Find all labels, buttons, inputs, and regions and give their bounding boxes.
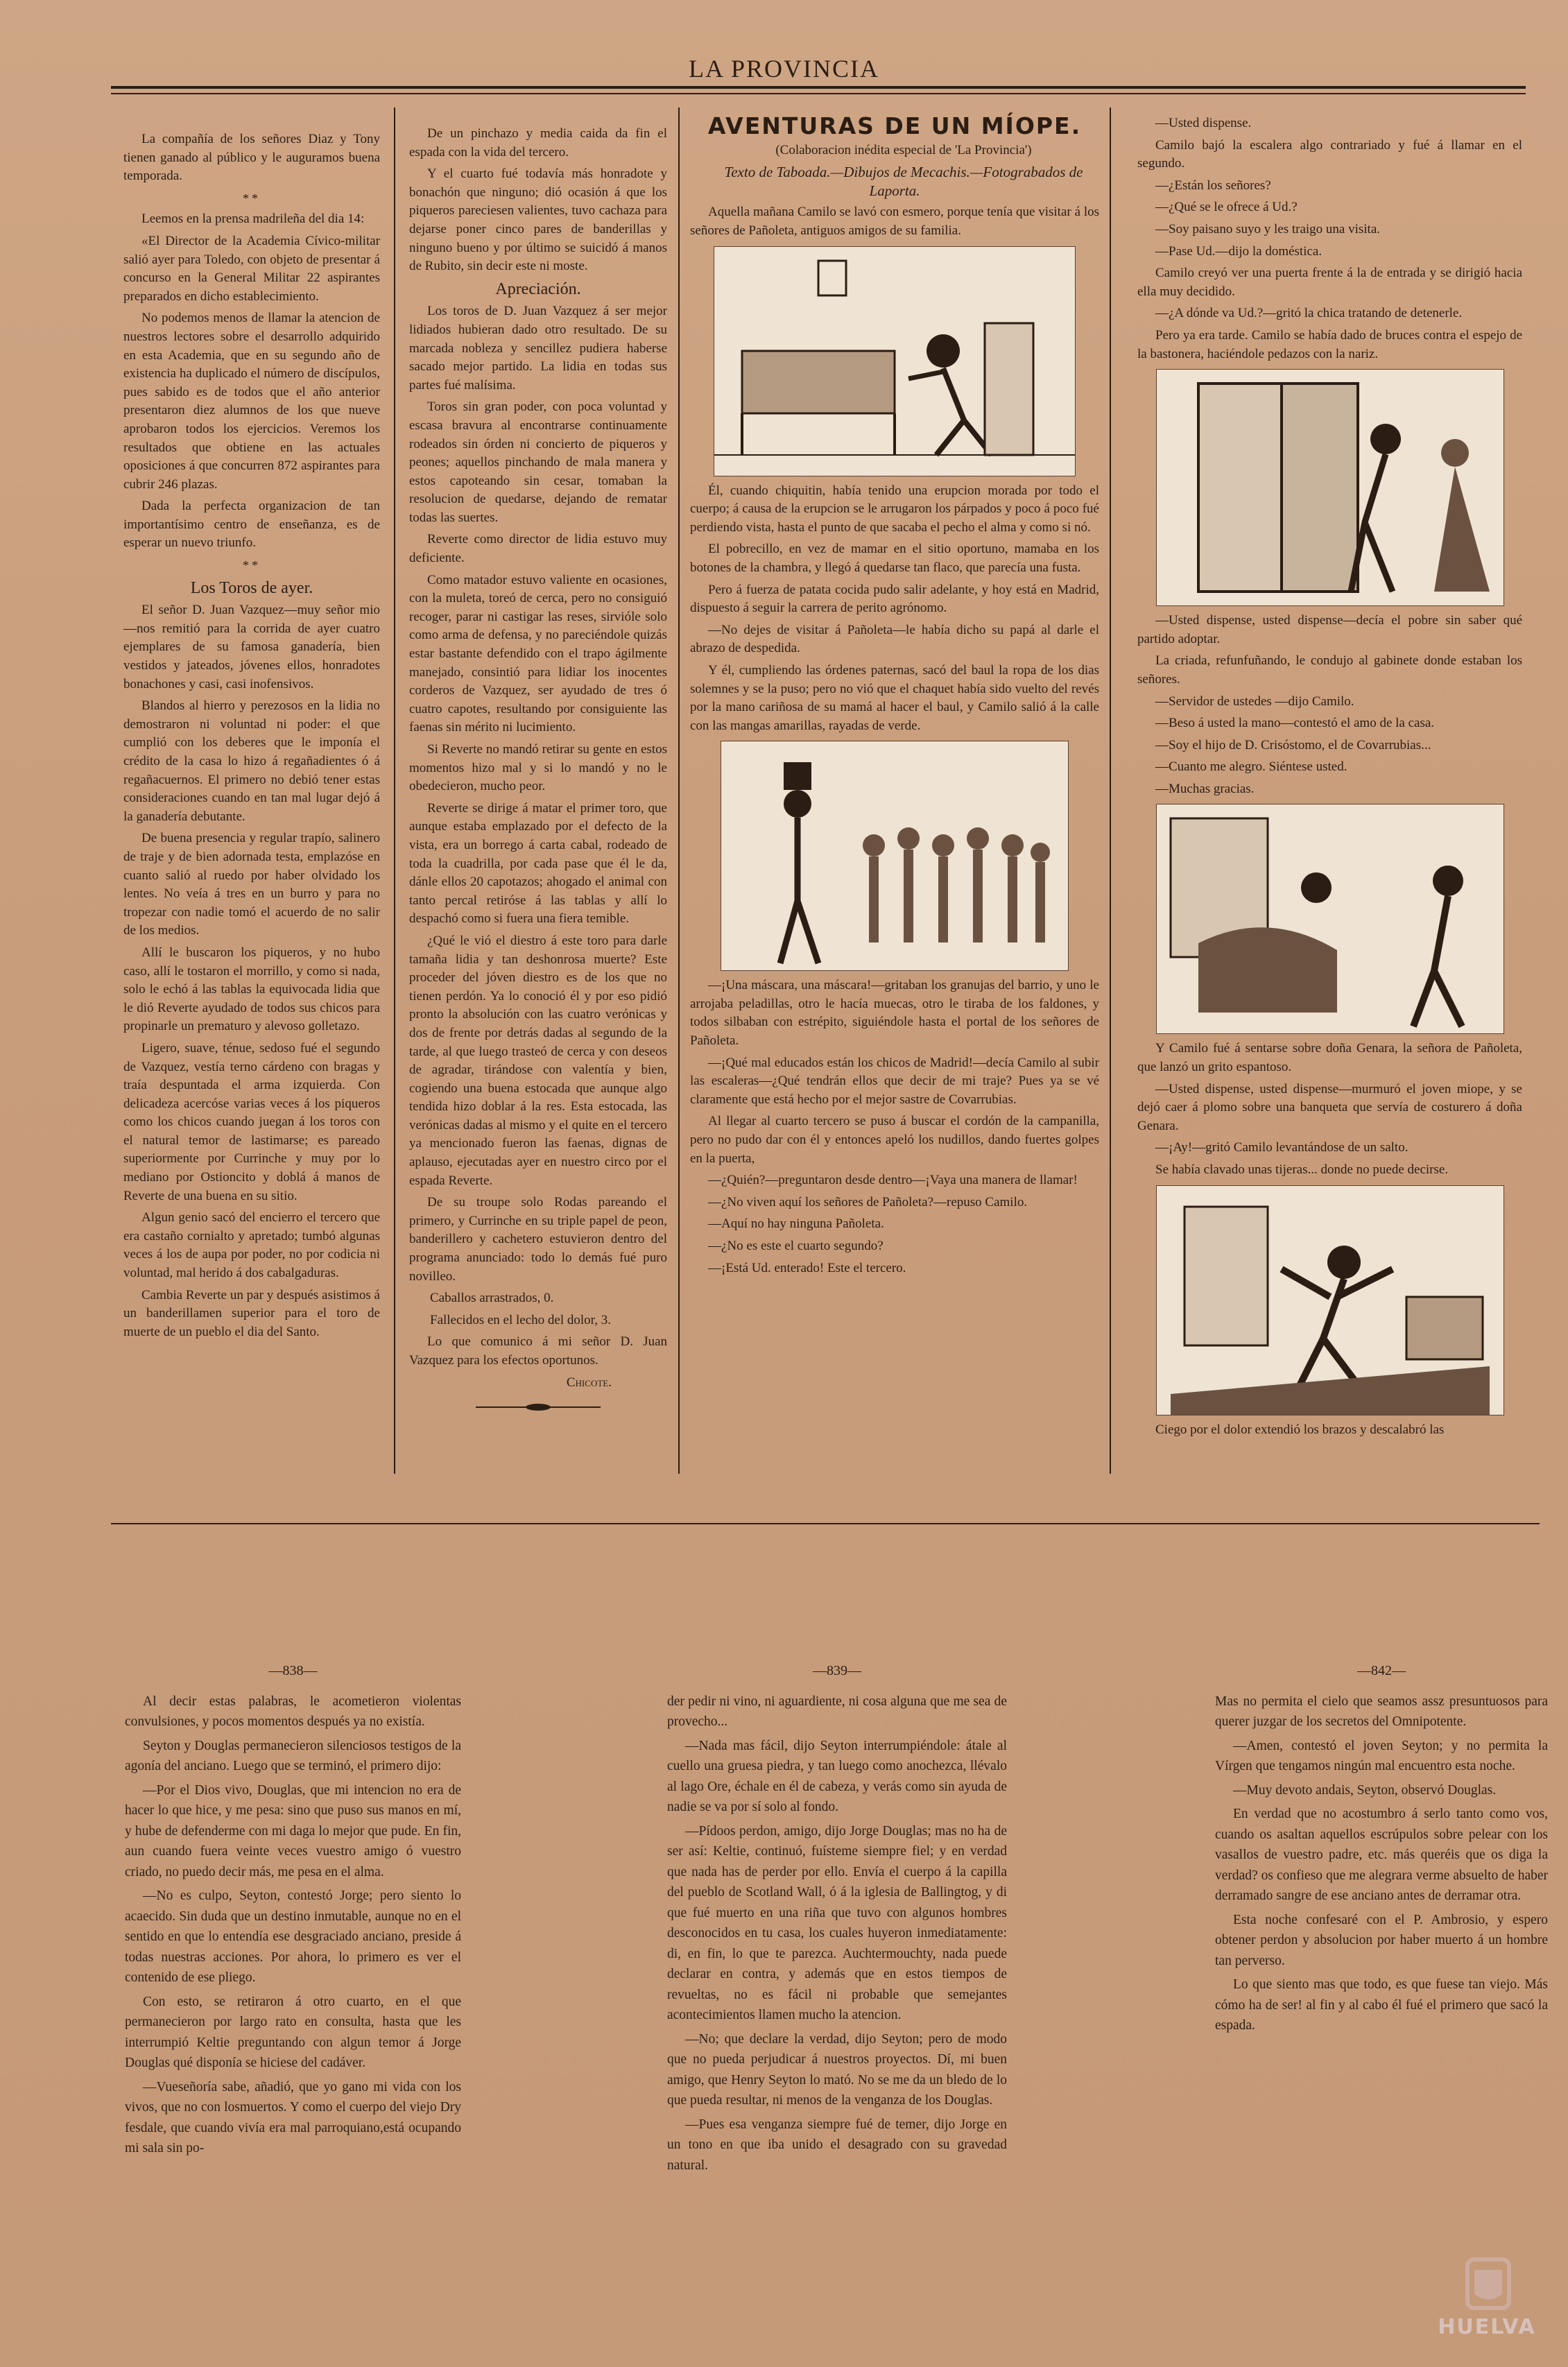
paragraph: Algun genio sacó del encierro el tercero que era castaño cornialto y apretado; tumbó algunas veces á los de aupa por poder, no por codicia ni voluntad, mal herido á dos cabalgaduras. (123, 1210, 380, 1281)
paragraph: —¿No es este el cuarto segundo? (708, 1239, 884, 1253)
paragraph: «El Director de la Academia Cívico-militar salió ayer para Toledo, con objeto de presentar á concurso en la General Militar 22 aspirantes preparados en dicho establecimiento. (123, 233, 380, 304)
paragraph: Camilo creyó ver una puerta frente á la de entrada y se dirigió hacia ella muy decidido. (1137, 266, 1522, 299)
ornament-divider (409, 1399, 667, 1418)
masthead: LA PROVINCIA (688, 55, 879, 83)
paragraph: —No; que declare la verdad, dijo Seyton; pero de modo que no pueda perjudicar á nuestros proyectos. Dí, mi buen amigo, que Henry Seyton lo mató. No se me da un bledo de lo que pueda resultar, ni menos de la venganza de los Douglas. (667, 2031, 1007, 2108)
paragraph: Con esto, se retiraron á otro cuarto, en el que permanecieron por largo rato en consulta, hasta que les interrumpió Keltie preguntando con algun temor á Jorge Douglas qué disponía se hiciese del cadáver. (125, 1994, 461, 2070)
paragraph: —Vueseñoría sabe, añadió, que yo gano mi vida con los vivos, que no con losmuertos. Y como el cuerpo del viejo Dry fesdale, que cuando vivía era mal parroquiano,está ocupando mi sala sin po- (125, 2079, 461, 2155)
paragraph: Toros sin gran poder, con poca voluntad y escasa bravura al encontrarse continuamente rodeados sin órden ni concierto de piqueros y peones; aquellos pinchando de mala manera y estos capoteando sin cesar, tomaban la resolucion de quedarse, dejando de rematar todas las suertes. (409, 399, 667, 525)
masthead-rule-thin (111, 93, 1526, 94)
paragraph: Como matador estuvo valiente en ocasiones, con la muleta, toreó de cerca, pero no consiguió recoger, parar ni castigar las reses, sirvióle solo como arma de defensa, y no pareciéndole quizás estar bastante defendido con el trapo ágilmente manejado, consintió para lidiar los inocentes corderos de Vazquez, ser ayudado de tres ó cuatro capotes, resultando por consiguiente las faenas sin mérito ni lucimiento. (409, 572, 667, 735)
column-1 (123, 130, 380, 1345)
paragraph: No podemos menos de llamar la atencion de nuestros lectores sobre el desarrollo adquirido en esta Academia, que en su segundo año de existencia ha duplicado el número de discípulos, pues sabido es de todos que el año anterior presentaron diez alumnos de los que nueve aprobaron todos los ejercicios. Veremos los resultados que obtiene en las actuales oposiciones á que concurren 872 aspirantes para cubrir 246 plazas. (123, 311, 380, 492)
paragraph: El pobrecillo, en vez de mamar en el sitio oportuno, mamaba en los botones de la chambra, y llegó á quedarse tan flaco, que parecía una fusta. (690, 542, 1099, 575)
paragraph: —Beso á usted la mano—contestó el amo de la casa. (1155, 716, 1435, 731)
paragraph: De su troupe solo Rodas pareando el primero, y Currinche en su triple papel de peon, banderillero y cachetero estuvieron dentro del programa anunciado: todo lo demás fué puro novilleo. (409, 1195, 667, 1284)
paragraph: —Pase Ud.—dijo la doméstica. (1155, 243, 1323, 259)
paragraph: Camilo bajó la escalera algo contrariado y fué á llamar en el segundo. (1137, 137, 1522, 171)
paragraph: —Pues esa venganza siempre fué de temer, dijo Jorge en un tono en que iba unido el desagrado con su gravedad natural. (667, 2117, 1007, 2173)
paragraph: —¡Una máscara, una máscara!—gritaban los granujas del barrio, y uno le arrojaba peladillas, otro le hacía muecas, otro le tiraba de los faldones, y todos silbaban con estrépito, siguiéndole hasta el portal de los señores de Pañoleta. (690, 978, 1099, 1049)
paragraph: Se había clavado unas tijeras... donde no puede decirse. (1155, 1162, 1449, 1178)
paragraph: —¡Qué mal educados están los chicos de Madrid!—decía Camilo al subir las escaleras—¿Qué tendrán ellos que decir de mi traje? Pues ya se vé claramente que está hecho por el mejor sastre de Covarrubias. (690, 1055, 1099, 1107)
paragraph: —¡Ay!—gritó Camilo levantándose de un salto. (1155, 1140, 1408, 1155)
paragraph: Leemos en la prensa madrileña del dia 14: (141, 212, 365, 227)
illustration-sitting (1156, 804, 1504, 1034)
stat-line: Caballos arrastrados, 0. (430, 1291, 554, 1306)
story-title: AVENTURAS DE UN MÍOPE. (707, 112, 1082, 139)
lower-column-1 (125, 1661, 461, 2162)
section-rule (111, 1523, 1540, 1524)
paragraph: Blandos al hierro y perezosos en la lidia no demostraron ni voluntad ni poder: el que cumplió con los deberes que le imponía el crédito de la casa lo hizo á regañadientes ó á regañacuernos. El primero no debió tener estas consideraciones cuando en tan mal lugar dejó á la ganadería debutante. (123, 698, 380, 824)
column-3 (690, 114, 1099, 1281)
stat-line: Fallecidos en el lecho del dolor, 3. (430, 1312, 611, 1327)
paragraph: —¿Quién?—preguntaron desde dentro—¡Vaya una manera de llamar! (708, 1173, 1078, 1188)
illustration-fall (1156, 1185, 1504, 1415)
paragraph: —Usted dispense, usted dispense—decía el pobre sin saber qué partido adoptar. (1137, 613, 1522, 646)
paragraph: —Amen, contestó el joven Seyton; y no permita la Vírgen que tengamos ningún mal encuentro esta noche. (1215, 1738, 1548, 1773)
paragraph: Ligero, suave, ténue, sedoso fué el segundo de Vazquez, vestía terno cárdeno con bragas y traía despuntada el arma izquierda. Con delicadeza acercóse varias veces á los piqueros como los chicos cuando juegan á los toros con el natural temor de lastimarse; es pareado superiormente por Currinche y muy por lo mediano por Ostioncito y doblá á manos de Reverte de una buena en su sitio. (123, 1040, 380, 1203)
lower-column-3 (1215, 1661, 1548, 2040)
separator-stars: ** (243, 558, 261, 573)
paragraph: —Cuanto me alegro. Siéntese usted. (1155, 759, 1347, 775)
illustration-mirror (1156, 369, 1504, 606)
paragraph: —Nada mas fácil, dijo Seyton interrumpiéndole: átale al cuello una gruesa piedra, y tan luego como anochezca, llévalo al lago Ore, échale en él de cabeza, y verás como sin ayuda de nadie se va por sí solo al fondo. (667, 1738, 1007, 1814)
paragraph: Ciego por el dolor extendió los brazos y descalabró las (1155, 1422, 1445, 1437)
masthead-rule (111, 86, 1526, 89)
paragraph: De buena presencia y regular trapío, salinero de traje y de bien adornada testa, emplazóse en cuanto salió al ruedo por haber olvidado los lentes. No veía á tres en un burro y para no tropezar con nadie tomó el acuerdo de no salir de los medios. (123, 831, 380, 938)
separator-stars: ** (243, 191, 261, 205)
paragraph: —¿No viven aquí los señores de Pañoleta?—repuso Camilo. (708, 1194, 1028, 1210)
paragraph: Seyton y Douglas permanecieron silenciosos testigos de la agonía del anciano. Luego que se terminó, el primero dijo: (125, 1738, 461, 1773)
paragraph: En verdad que no acostumbro á serlo tanto como vos, cuando os asaltan aquellos escrúpulos sobre pelear con los vasallos de vuestro padre, etc. más queréis que os diga la verdad? os confieso que me alegrara verme absuelto de haber derramado sangre de ese anciano antes de derramar otra. (1215, 1807, 1548, 1903)
paragraph: Los toros de D. Juan Vazquez á ser mejor lidiados hubieran dado otro resultado. De su marcada nobleza y sencillez pudiera haberse sacado mejor partido. La lidia en todas sus partes fué malísima. (409, 304, 667, 393)
paragraph: Pero ya era tarde. Camilo se había dado de bruces contra el espejo de la bastonera, haciéndole pedazos con la nariz. (1137, 327, 1522, 361)
page-number: —838— (268, 1663, 318, 1678)
paragraph: —¡Está Ud. enterado! Este el tercero. (708, 1260, 906, 1275)
paragraph: Esta noche confesaré con el P. Ambrosio, y espero obtener perdon y absolucion por haber muerto á un hombre tan perverso. (1215, 1912, 1548, 1968)
paragraph: Y él, cumpliendo las órdenes paternas, sacó del baul la ropa de los dias solemnes y se la puso; pero no vió que el chaquet había sido vuelto del revés por la mano cariñosa de su mamá al hacer el baul, y Camilo salió á la calle con las mangas amarillas, rayadas de verde. (690, 662, 1099, 733)
paragraph: Allí le buscaron los piqueros, y no hubo caso, allí le tostaron el morrillo, y como si nada, solo le echó á las tablas la equivocada lidia que le dió Reverte ayudado de todos sus chicos para propinarle un prematuro y alevoso golletazo. (123, 945, 380, 1034)
paragraph: —Muchas gracias. (1155, 781, 1255, 796)
paragraph: —No es culpo, Seyton, contestó Jorge; pero siento lo acaecido. Sin duda que un destino inmutable, aunque no en el sentido en que lo entendía ese desgraciado anciano, preside á todas nuestras acciones. Por ahora, lo primero es ver el contenido de ese pliego. (125, 1888, 461, 1985)
paragraph: Cambia Reverte un par y después asistimos á un banderillamen superior para el toro de muerte de un pueblo el dia del Santo. (123, 1287, 380, 1339)
signature: Chicote. (566, 1375, 612, 1390)
paragraph: De un pinchazo y media caida da fin el espada con la vida del tercero. (409, 126, 667, 160)
story-subtitle: (Colaboracion inédita especial de 'La Provincia') (775, 142, 1032, 157)
paragraph: Reverte como director de lidia estuvo muy deficiente. (409, 532, 667, 566)
paragraph: Mas no permita el cielo que seamos assz presuntuosos para querer juzgar de los secretos del Omnipotente. (1215, 1694, 1548, 1729)
archive-watermark: HUELVA (1438, 2315, 1536, 2339)
paragraph: —Soy paisano suyo y les traigo una visita. (1155, 221, 1381, 236)
paragraph: —Pídoos perdon, amigo, dijo Jorge Douglas; mas no ha de ser así: Keltie, continuó, fuísteme siempre fiel; y en verdad que nada has de perder por ello. Envía el cuerpo á la capilla del pueblo de Scotland Wall, ó á la iglesia de Ballingtog, y di que fué muerto en una riña que tuvo con algunos hombres desconocidos en tu casa, los cuales huyeron inmediatamente: di, en fin, lo que te parezca. Auchtermouchty, nada puede declarar en contra, y además que en estos tiempos de revueltas, no es fácil ni probable que semejantes acontecimientos llamen mucho la atencion. (667, 1823, 1007, 2022)
paragraph: Lo que comunico á mi señor D. Juan Vazquez para los efectos oportunos. (409, 1334, 667, 1368)
paragraph: Al llegar al cuarto tercero se puso á buscar el cordón de la campanilla, pero no pudo dar con él y entonces apeló los nudillos, dando fuertes golpes en la puerta, (690, 1114, 1099, 1166)
illustration-washing (714, 246, 1076, 476)
illustration-street-boys (721, 741, 1069, 971)
page-number: —842— (1357, 1663, 1406, 1678)
paragraph: La criada, refunfuñando, le condujo al gabinete donde estaban los señores. (1137, 653, 1522, 687)
paragraph: Lo que siento mas que todo, es que fuese tan viejo. Más cómo ha de ser! al fin y al cabo él fué el primero que sacó la espada. (1215, 1977, 1548, 2033)
paragraph: Reverte se dirige á matar el primer toro, que aunque estaba emplazado por el defecto de la vista, era un borrego á carta cabal, rodeado de toda la cuadrilla, por cada pase que él le da, dánle ellos 20 capotazos; ahogado el animal con tanto percal retiróse á las tablas y allí lo despachó como si fuera una fiera temible. (409, 800, 667, 927)
section-heading: Apreciación. (495, 279, 581, 298)
paragraph: Pero á fuerza de patata cocida pudo salir adelante, y hoy está en Madrid, dispuesto á seguir la carrera de perito agrónomo. (690, 582, 1099, 616)
paragraph: —Soy el hijo de D. Crisóstomo, el de Covarrubias... (1155, 737, 1431, 752)
column-2 (409, 125, 667, 1424)
paragraph: —Servidor de ustedes —dijo Camilo. (1155, 694, 1354, 709)
column-rule (394, 107, 395, 1474)
paragraph: Y el cuarto fué todavía más honradote y bonachón que ninguno; dió ocasión á que los piqueros pareciesen valientes, tuvo cachaza para dejarse poner cinco pares de banderillas y ninguno bueno y por último se suicidó á manos de Rubito, sin decir este ni moste. (409, 166, 667, 274)
paragraph: —Por el Dios vivo, Douglas, que mi intencion no era de hacer lo que hice, y me pesa: sino que puso sus manos en mí, y hube de defenderme con mi daga lo mejor que pude. En fin, aun cuando fuera veinte veces vuestro amigo ó vuestro criado, no puedo decir más, me pesa en el alma. (125, 1782, 461, 1879)
paragraph: —No dejes de visitar á Pañoleta—le había dicho su papá al darle el abrazo de despedida. (690, 622, 1099, 656)
paragraph: El señor D. Juan Vazquez—muy señor mio—nos remitió para la corrida de ayer cuatro ejemplares de su famosa ganadería, bien vestidos y jateados, jóvenes ellos, honradotes bonachones y casi, casi inofensivos. (123, 603, 380, 691)
paragraph: —Usted dispense, usted dispense—murmuró el joven miope, y se dejó caer á plomo sobre una banqueta que servía de costurero á doña Genara. (1137, 1081, 1522, 1133)
column-rule (678, 107, 680, 1474)
column-4 (1137, 114, 1522, 1443)
lower-column-2 (667, 1661, 1007, 2179)
paragraph: —¿Están los señores? (1155, 178, 1271, 193)
paragraph: —Usted dispense. (1155, 116, 1252, 130)
paragraph: Aquella mañana Camilo se lavó con esmero, porque tenía que visitar á los señores de Pañoleta, antiguos amigos de su familia. (690, 205, 1099, 238)
paragraph: —¿A dónde va Ud.?—gritó la chica tratando de detenerle. (1155, 306, 1463, 321)
page-number: —839— (813, 1663, 861, 1678)
paragraph: Y Camilo fué á sentarse sobre doña Genara, la señora de Pañoleta, que lanzó un grito espantoso. (1137, 1041, 1522, 1075)
paragraph: —¿Qué se le ofrece á Ud.? (1155, 200, 1298, 215)
paragraph: —Aquí no hay ninguna Pañoleta. (708, 1216, 884, 1232)
paragraph: ¿Qué le vió el diestro á este toro para darle tamaña lidia y tan deshonrosa muerte? Este proceder del jóven diestro es de los que no tienen perdón. Ya lo conoció él y por eso pidió pronto la absolución con las cuatro verónicas y dos de frente por detrás dadas al segundo de la tarde, al que luego trasteó de cerca y con deseos de agradar, tirándose con valentía y bien, cogiendo una buena estocada que aunque algo tendida hizo doblar á la res. Esta estocada, las verónicas dadas al mismo y el quite en el tercero ya mencionado fueron las faenas, dignas de aplauso, ejecutadas ayer en nuestro circo por el espada Reverte. (409, 933, 667, 1188)
paragraph: La compañía de los señores Diaz y Tony tienen ganado al público y le auguramos buena temporada. (123, 132, 380, 184)
paragraph: —Muy devoto andais, Seyton, observó Douglas. (1233, 1782, 1497, 1798)
paragraph: Al decir estas palabras, le acometieron violentas convulsiones, y pocos momentos después ya no existía. (125, 1694, 461, 1729)
paragraph: Él, cuando chiquitin, había tenido una erupcion morada por todo el cuerpo; á causa de la erupcion se le arrugaron los párpados y poco á poco fué perdiendo vista, hasta el punto de que sacaba el pecho el alma y como si nó. (690, 483, 1099, 535)
column-rule (1110, 107, 1111, 1474)
story-credits: Texto de Taboada.—Dibujos de Mecachis.—Fotograbados de Laporta. (724, 164, 1083, 199)
paragraph: Si Reverte no mandó retirar su gente en estos momentos hizo mal y si lo mandó y no le obedecieron, mucho peor. (409, 742, 667, 794)
section-heading: Los Toros de ayer. (190, 578, 313, 597)
paragraph: der pedir ni vino, ni aguardiente, ni cosa alguna que me sea de provecho... (667, 1694, 1007, 1729)
paragraph: Dada la perfecta organizacion de tan importantísimo centro de enseñanza, es de esperar un nuevo triunfo. (123, 499, 380, 551)
